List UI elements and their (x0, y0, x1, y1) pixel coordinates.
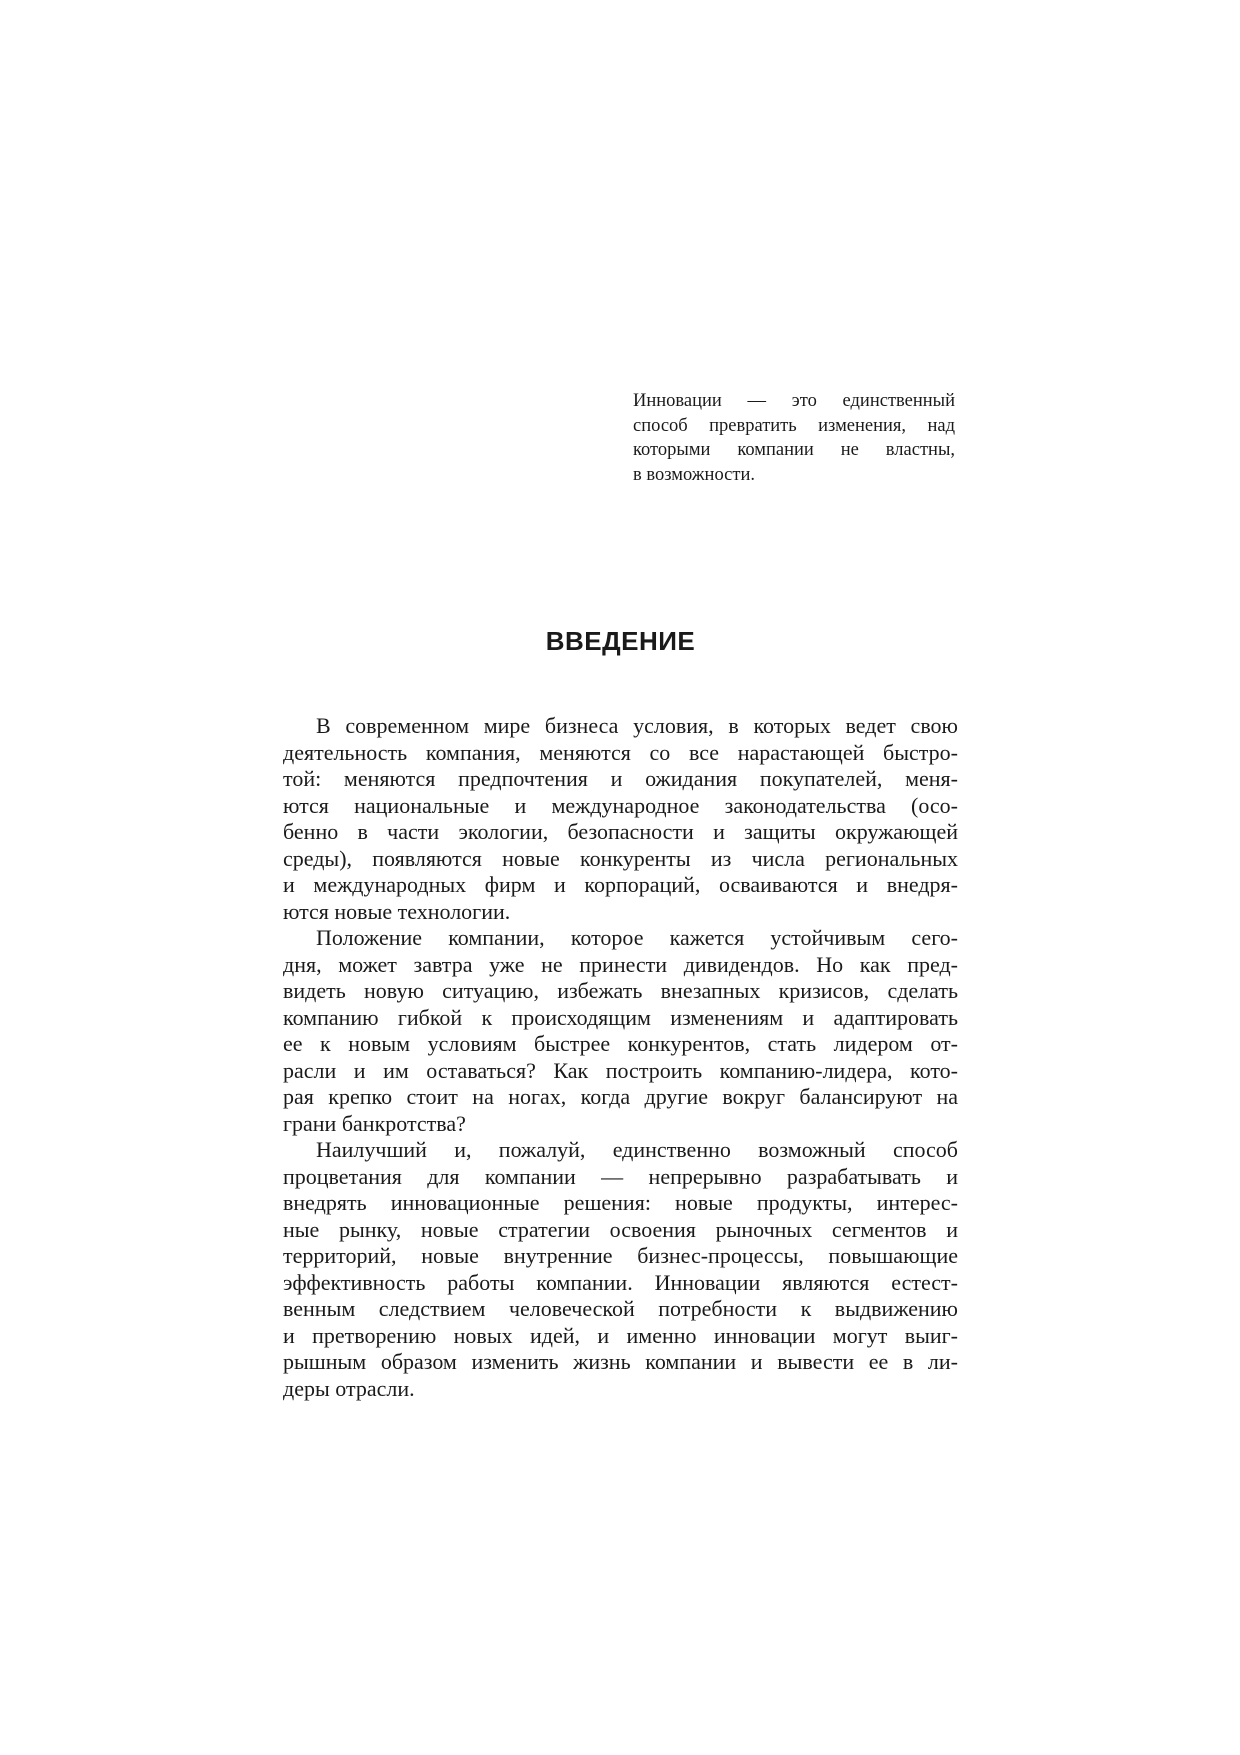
text-line: венным следствием человеческой потребности к выдвижению (283, 1296, 958, 1321)
text-line: внедрять инновационные решения: новые продукты, интерес- (283, 1190, 958, 1215)
text-line: ются новые технологии. (283, 898, 511, 924)
text-line: видеть новую ситуацию, избежать внезапных кризисов, сделать (283, 978, 958, 1003)
text-line: компанию гибкой к происходящим изменениям и адаптировать (283, 1004, 958, 1030)
text-line: ются национальные и международное законодательства (осо- (283, 792, 958, 818)
text-line: и международных фирм и корпораций, осваиваются и внедря- (283, 872, 958, 897)
text-line: ее к новым условиям быстрее конкурентов, стать лидером от- (283, 1031, 958, 1056)
text-line: В современном мире бизнеса условия, в которых ведет свою (316, 713, 958, 738)
text-line: и претворению новых идей, и именно инновации могут выиг- (283, 1322, 958, 1348)
text-line: Наилучший и, пожалуй, единственно возможный способ (316, 1137, 958, 1162)
paragraph-3 (283, 1137, 958, 1402)
text-line: расли и им оставаться? Как построить компанию-лидера, кото- (283, 1057, 958, 1083)
epigraph-line: в возможности. (633, 464, 755, 485)
paragraph-1 (283, 713, 958, 925)
epigraph-line: способ превратить изменения, над (633, 415, 955, 436)
text-line: ные рынку, новые стратегии освоения рыночных сегментов и (283, 1216, 958, 1242)
text-line: дня, может завтра уже не принести дивидендов. Но как пред- (283, 951, 958, 977)
epigraph-line: которыми компании не властны, (633, 440, 955, 460)
text-line: деятельность компания, меняются со все нарастающей быстро- (283, 739, 958, 765)
text-line: территорий, новые внутренние бизнес-процессы, повышающие (283, 1243, 958, 1268)
epigraph (633, 389, 955, 487)
text-line: бенно в части экологии, безопасности и защиты окружающей (283, 819, 958, 844)
text-line: деры отрасли. (283, 1375, 415, 1401)
text-line: эффективность работы компании. Инновации являются естест- (283, 1269, 958, 1295)
text-line: той: меняются предпочтения и ожидания покупателей, меня- (283, 766, 958, 791)
text-line: грани банкротства? (283, 1110, 466, 1136)
text-line: среды), появляются новые конкуренты из числа региональных (283, 845, 958, 871)
text-line: Положение компании, которое кажется устойчивым сего- (316, 925, 958, 950)
chapter-title: ВВЕДЕНИЕ (545, 626, 696, 656)
epigraph-line: Инновации — это единственный (633, 391, 955, 411)
text-line: рышным образом изменить жизнь компании и вывести ее в ли- (283, 1349, 958, 1374)
text-line: рая крепко стоит на ногах, когда другие вокруг балансируют на (283, 1084, 958, 1109)
paragraph-2 (283, 925, 958, 1137)
text-line: процветания для компании — непрерывно разрабатывать и (283, 1163, 958, 1189)
chapter-body (283, 713, 958, 1402)
